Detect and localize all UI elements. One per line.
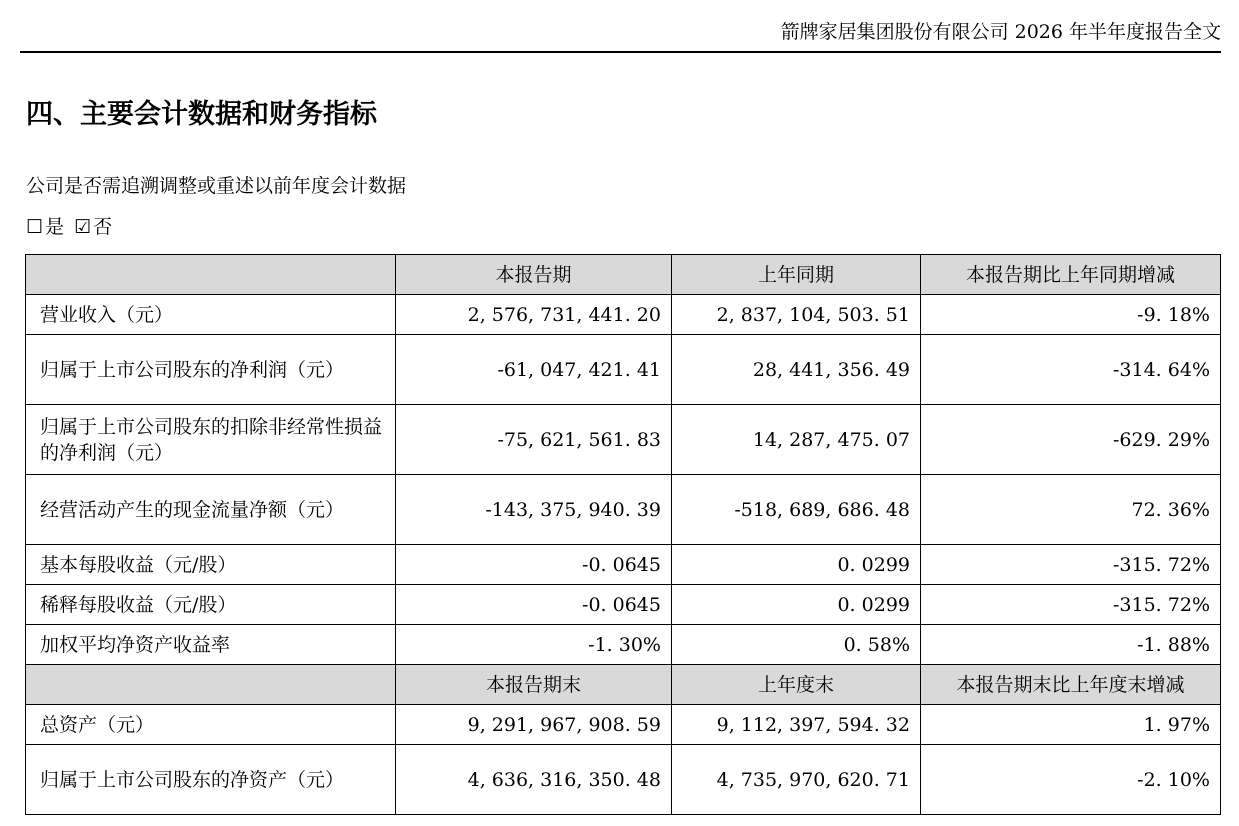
cell-previous: 9, 112, 397, 594. 32	[672, 705, 921, 745]
section-title: 四、主要会计数据和财务指标	[26, 99, 377, 130]
cell-change: -314. 64%	[921, 335, 1221, 405]
option-yes-label: 是	[45, 216, 65, 238]
cell-change: -315. 72%	[921, 585, 1221, 625]
cell-previous: 4, 735, 970, 620. 71	[672, 745, 921, 815]
row-label: 营业收入（元）	[26, 295, 396, 335]
table-row	[26, 335, 1221, 405]
row-label: 稀释每股收益（元/股）	[26, 585, 396, 625]
col-header-change-end: 本报告期末比上年度末增减	[921, 665, 1221, 705]
cell-previous: 2, 837, 104, 503. 51	[672, 295, 921, 335]
cell-change: -9. 18%	[921, 295, 1221, 335]
report-header-title: 箭牌家居集团股份有限公司 2026 年半年度报告全文	[780, 21, 1221, 43]
row-label: 加权平均净资产收益率	[26, 625, 396, 665]
col-header-current: 本报告期	[396, 255, 672, 295]
cell-current: -61, 047, 421. 41	[396, 335, 672, 405]
cell-current: 4, 636, 316, 350. 48	[396, 745, 672, 815]
header-blank-cell	[26, 665, 396, 705]
cell-current: -0. 0645	[396, 545, 672, 585]
financial-indicators-table	[25, 254, 1221, 815]
cell-current: -1. 30%	[396, 625, 672, 665]
table-row	[26, 295, 1221, 335]
header-blank-cell	[26, 255, 396, 295]
row-label: 归属于上市公司股东的净资产（元）	[26, 745, 396, 815]
option-no-label: 否	[93, 216, 113, 238]
restatement-question: 公司是否需追溯调整或重述以前年度会计数据	[26, 175, 407, 197]
table-row	[26, 625, 1221, 665]
cell-previous: 0. 0299	[672, 585, 921, 625]
cell-change: -2. 10%	[921, 745, 1221, 815]
col-header-period-end: 本报告期末	[396, 665, 672, 705]
cell-current: -143, 375, 940. 39	[396, 475, 672, 545]
table-row	[26, 545, 1221, 585]
cell-change: -315. 72%	[921, 545, 1221, 585]
cell-previous: 14, 287, 475. 07	[672, 405, 921, 475]
row-label: 经营活动产生的现金流量净额（元）	[26, 475, 396, 545]
table-row	[26, 405, 1221, 475]
cell-current: -75, 621, 561. 83	[396, 405, 672, 475]
col-header-previous: 上年同期	[672, 255, 921, 295]
table-header-row	[26, 255, 1221, 295]
cell-change: 72. 36%	[921, 475, 1221, 545]
table-row	[26, 705, 1221, 745]
cell-previous: 0. 58%	[672, 625, 921, 665]
cell-change: -629. 29%	[921, 405, 1221, 475]
col-header-prior-year-end: 上年度末	[672, 665, 921, 705]
cell-current: -0. 0645	[396, 585, 672, 625]
row-label: 归属于上市公司股东的扣除非经常性损益的净利润（元）	[26, 405, 396, 475]
restatement-options	[26, 215, 112, 239]
checkbox-no[interactable]: ☑	[74, 216, 92, 238]
col-header-change: 本报告期比上年同期增减	[921, 255, 1221, 295]
cell-current: 2, 576, 731, 441. 20	[396, 295, 672, 335]
cell-change: 1. 97%	[921, 705, 1221, 745]
table-row	[26, 585, 1221, 625]
cell-change: -1. 88%	[921, 625, 1221, 665]
row-label: 基本每股收益（元/股）	[26, 545, 396, 585]
row-label: 归属于上市公司股东的净利润（元）	[26, 335, 396, 405]
table-subheader-row	[26, 665, 1221, 705]
checkbox-yes[interactable]: ☐	[26, 216, 44, 238]
page-header	[20, 0, 1221, 53]
cell-previous: 0. 0299	[672, 545, 921, 585]
row-label: 总资产（元）	[26, 705, 396, 745]
cell-previous: 28, 441, 356. 49	[672, 335, 921, 405]
cell-current: 9, 291, 967, 908. 59	[396, 705, 672, 745]
table-row	[26, 745, 1221, 815]
table-row	[26, 475, 1221, 545]
cell-previous: -518, 689, 686. 48	[672, 475, 921, 545]
